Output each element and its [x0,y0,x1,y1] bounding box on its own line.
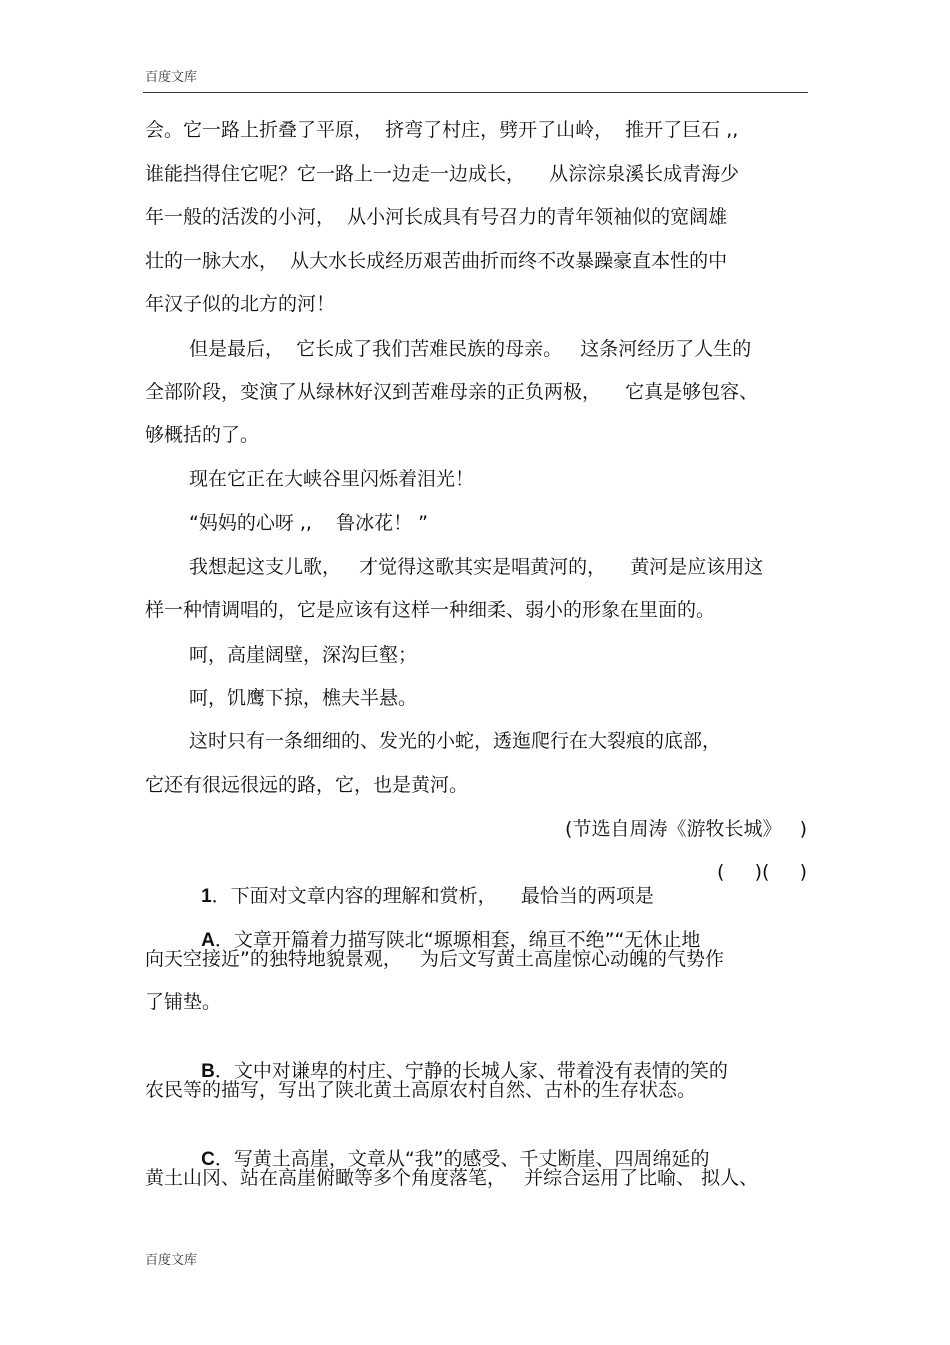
paragraph-line: 全部阶段，变演了从绿林好汉到苦难母亲的正负两极， 它真是够包容、 [145,381,759,403]
option-b-text: ．文中对谦卑的村庄、宁静的长城人家、带着没有表情的笑的 [214,1060,728,1082]
paragraph-line: 现在它正在大峡谷里闪烁着泪光！ [189,468,475,490]
paragraph-line: 但是最后， 它长成了我们苦难民族的母亲。 这条河经历了人生的 [189,338,752,360]
option-a-line [189,904,700,953]
paragraph-line: 样一种情调唱的，它是应该有这样一种细柔、弱小的形象在里面的。 [145,599,716,621]
paragraph-line: 我想起这支儿歌， 才觉得这歌其实是唱黄河的， 黄河是应该用这 [189,556,764,578]
paragraph-line: “妈妈的心呀 ,, 鲁冰花！ ” [189,512,429,534]
option-a-label: A [201,930,215,951]
source-citation: (节选自周涛《游牧长城》 ) [565,818,807,840]
question-line [189,860,654,909]
paragraph-line: 会。它一路上折叠了平原， 挤弯了村庄，劈开了山岭， 推开了巨石 ,, [145,119,739,141]
paragraph-line: 够概括的了。 [145,424,260,446]
answer-slots: ( )( ) [716,861,807,883]
paragraph-line: 向天空接近”的独特地貌景观， 为后文写黄土高崖惊心动魄的气势作 [145,948,724,970]
paragraph-line: 年一般的活泼的小河， 从小河长成具有号召力的青年领袖似的宽阔雄 [145,206,728,228]
paragraph-line: 它还有很远很远的路，它，也是黄河。 [145,774,469,796]
paragraph-line: 壮的一脉大水， 从大水长成经历艰苦曲折而终不改暴躁豪直本性的中 [145,250,728,272]
option-c-line [189,1123,710,1172]
option-c-label: C [201,1149,215,1170]
option-c-text: ．写黄土高崖，文章从“我”的感受、千丈断崖、四周绵延的 [214,1148,710,1170]
paragraph-line: 呵，高崖阔壁，深沟巨壑； [189,644,418,666]
paragraph-line: 了铺垫。 [145,991,222,1013]
option-b-label: B [201,1061,215,1082]
paragraph-line: 黄土山冈、站在高崖俯瞰等多个角度落笔， 并综合运用了比喻、 拟人、 [145,1167,759,1189]
paragraph-line: 这时只有一条细细的、发光的小蛇，透迤爬行在大裂痕的底部， [189,730,722,752]
question-text: ．下面对文章内容的理解和赏析， 最恰当的两项是 [211,885,654,907]
question-number: 1 [201,886,212,907]
paragraph-line: 谁能挡得住它呢？它一路上一边走一边成长， 从淙淙泉溪长成青海少 [145,163,740,185]
paragraph-line: 农民等的描写，写出了陕北黄土高原农村自然、古朴的生存状态。 [145,1079,697,1101]
page-header-label: 百度文库 [145,70,198,85]
page-footer-label: 百度文库 [145,1253,198,1268]
option-a-text: ．文章开篇着力描写陕北“塬塬相套，绵亘不绝”“无休止地 [214,929,701,951]
paragraph-line: 年汉子似的北方的河！ [145,293,336,315]
header-divider [143,92,808,93]
option-b-line [189,1035,728,1084]
paragraph-line: 呵，饥鹰下掠，樵夫半悬。 [189,687,418,709]
